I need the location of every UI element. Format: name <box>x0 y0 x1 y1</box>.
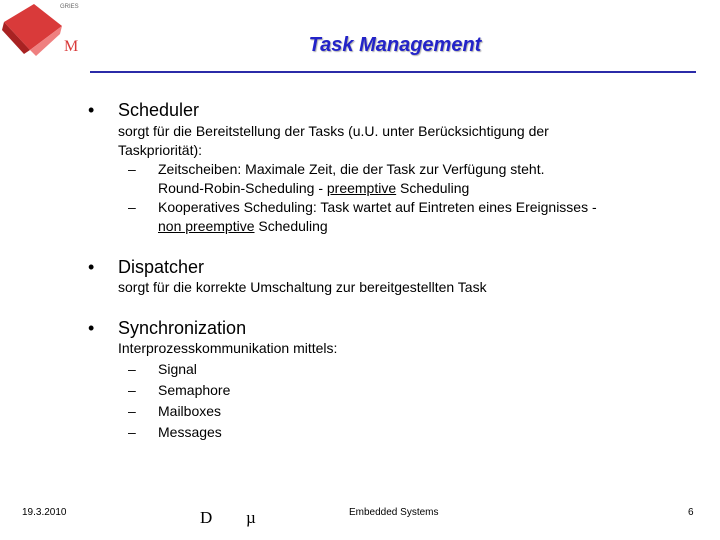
list-item: – Semaphore <box>128 380 230 401</box>
logo <box>0 0 84 64</box>
logo-small-text: GRIES <box>60 4 79 10</box>
dash-icon: – <box>128 161 136 177</box>
dash-icon: – <box>128 199 136 215</box>
logo-letter: M <box>64 38 79 55</box>
scheduler-description: sorgt für die Bereitstellung der Tasks (u.U. unter Berücksichtigung der Taskpriorität): <box>118 123 549 158</box>
list-item: – Signal <box>128 359 230 380</box>
dash-icon: – <box>128 403 136 419</box>
scheduler-item-timeslice: – Zeitscheiben: Maximale Zeit, die der Task zur Verfügung steht. Round-Robin-Scheduling - preemptive Scheduling <box>128 161 545 196</box>
bullet-icon: • <box>88 100 95 120</box>
scheduler-heading: • Scheduler <box>88 100 200 120</box>
footer-symbol-mu: µ <box>246 508 256 527</box>
dispatcher-description: sorgt für die korrekte Umschaltung zur bereitgestellten Task <box>118 279 487 295</box>
synchronization-list <box>128 359 230 443</box>
dash-icon: – <box>128 361 136 377</box>
footer-date: 19.3.2010 <box>22 507 67 518</box>
scheduler-item-cooperative: – Kooperatives Scheduling: Task wartet auf Eintreten eines Ereignisses - non preemptive Scheduling <box>128 199 597 234</box>
dispatcher-heading: • Dispatcher <box>88 257 205 277</box>
footer-course: Embedded Systems <box>349 507 439 518</box>
slide-title: Task Management <box>308 34 482 56</box>
title-underline <box>90 71 696 73</box>
synchronization-heading: • Synchronization <box>88 318 247 338</box>
synchronization-description: Interprozesskommunikation mittels: <box>118 340 338 356</box>
page-number: 6 <box>688 507 694 518</box>
list-item: – Mailboxes <box>128 401 230 422</box>
bullet-icon: • <box>88 318 95 338</box>
bullet-icon: • <box>88 257 95 277</box>
dash-icon: – <box>128 424 136 440</box>
footer-symbol-d: D <box>200 508 213 527</box>
dash-icon: – <box>128 382 136 398</box>
list-item: – Messages <box>128 422 230 443</box>
